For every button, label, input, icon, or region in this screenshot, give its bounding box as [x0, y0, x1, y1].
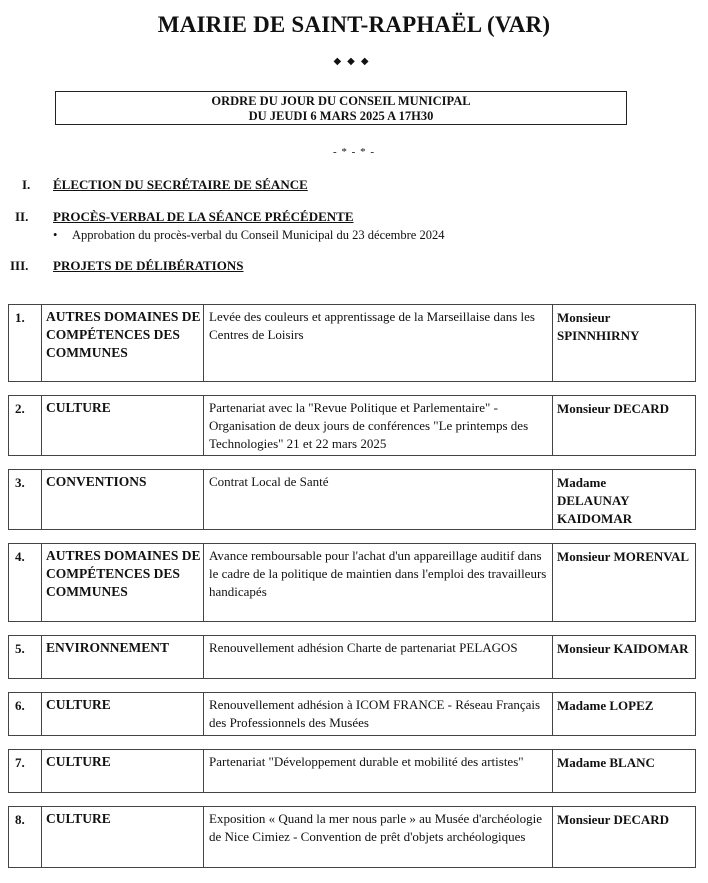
item-subject: Partenariat "Développement durable et mobilité des artistes"	[204, 750, 553, 792]
item-domain: ENVIRONNEMENT	[42, 636, 204, 678]
item-domain: CULTURE	[42, 693, 204, 735]
item-number: 3.	[9, 470, 42, 529]
section-label: PROCÈS-VERBAL DE LA SÉANCE PRÉCÉDENTE	[53, 209, 354, 224]
item-subject: Renouvellement adhésion Charte de partenariat PELAGOS	[204, 636, 553, 678]
item-subject: Avance remboursable pour l'achat d'un appareillage auditif dans le cadre de la politique de maintien dans l'emploi des travailleurs handicapés	[204, 544, 553, 621]
section-number: II.	[15, 209, 29, 224]
separator: - * - * -	[333, 146, 375, 158]
section-label: PROJETS DE DÉLIBÉRATIONS	[53, 258, 244, 273]
item-rapporteur: Madame LOPEZ	[557, 698, 654, 713]
diamond-ornament: ◆◆◆	[333, 56, 375, 67]
item-rapporteur: Madame DELAUNAY KAIDOMAR	[557, 475, 633, 526]
item-rapporteur: Monsieur MORENVAL	[557, 549, 690, 564]
item-rapporteur: Monsieur KAIDOMAR	[557, 641, 689, 656]
item-rapporteur: Monsieur SPINNHIRNY	[557, 310, 640, 343]
section-number: I.	[22, 177, 31, 192]
page-title: MAIRIE DE SAINT-RAPHAËL (VAR)	[157, 12, 551, 37]
item-number: 7.	[9, 750, 42, 792]
item-number: 8.	[9, 807, 42, 867]
item-subject: Partenariat avec la "Revue Politique et Parlementaire" - Organisation de deux jours de conférences "Le printemps des Technologies" 21 et 22 mars 2025	[204, 396, 553, 455]
item-rapporteur: Monsieur DECARD	[557, 812, 670, 827]
deliberation-row	[8, 469, 696, 530]
item-number: 5.	[9, 636, 42, 678]
item-number: 2.	[9, 396, 42, 455]
item-number: 6.	[9, 693, 42, 735]
item-number: 1.	[9, 305, 42, 381]
deliberation-row	[8, 304, 696, 382]
pv-bullet-item	[53, 228, 444, 243]
item-subject: Exposition « Quand la mer nous parle » au Musée d'archéologie de Nice Cimiez - Convention de prêt d'objets archéologiques	[204, 807, 553, 867]
item-number: 4.	[9, 544, 42, 621]
item-domain: CULTURE	[42, 750, 204, 792]
item-subject: Contrat Local de Santé	[204, 470, 553, 529]
item-subject: Renouvellement adhésion à ICOM FRANCE - Réseau Français des Professionnels des Musées	[204, 693, 553, 735]
item-rapporteur: Monsieur DECARD	[557, 401, 670, 416]
agenda-heading-box	[55, 91, 627, 125]
deliberation-row	[8, 395, 696, 456]
item-domain: AUTRES DOMAINES DE COMPÉTENCES DES COMMUNES	[42, 305, 204, 381]
item-domain: AUTRES DOMAINES DE COMPÉTENCES DES COMMUNES	[42, 544, 204, 621]
deliberation-row	[8, 692, 696, 736]
item-subject: Levée des couleurs et apprentissage de la Marseillaise dans les Centres de Loisirs	[204, 305, 553, 381]
item-rapporteur: Madame BLANC	[557, 755, 655, 770]
item-domain: CULTURE	[42, 807, 204, 867]
deliberation-row	[8, 543, 696, 622]
deliberation-row	[8, 635, 696, 679]
section-label: ÉLECTION DU SECRÉTAIRE DE SÉANCE	[53, 177, 308, 192]
agenda-heading-line2: DU JEUDI 6 MARS 2025 A 17H30	[248, 109, 434, 123]
agenda-heading-line1: ORDRE DU JOUR DU CONSEIL MUNICIPAL	[211, 94, 471, 108]
deliberation-row	[8, 749, 696, 793]
item-domain: CULTURE	[42, 396, 204, 455]
pv-bullet-text: Approbation du procès-verbal du Conseil Municipal du 23 décembre 2024	[72, 228, 445, 242]
deliberation-row	[8, 806, 696, 868]
bullet-icon: •	[53, 228, 58, 242]
item-domain: CONVENTIONS	[42, 470, 204, 529]
section-number: III.	[10, 258, 29, 273]
